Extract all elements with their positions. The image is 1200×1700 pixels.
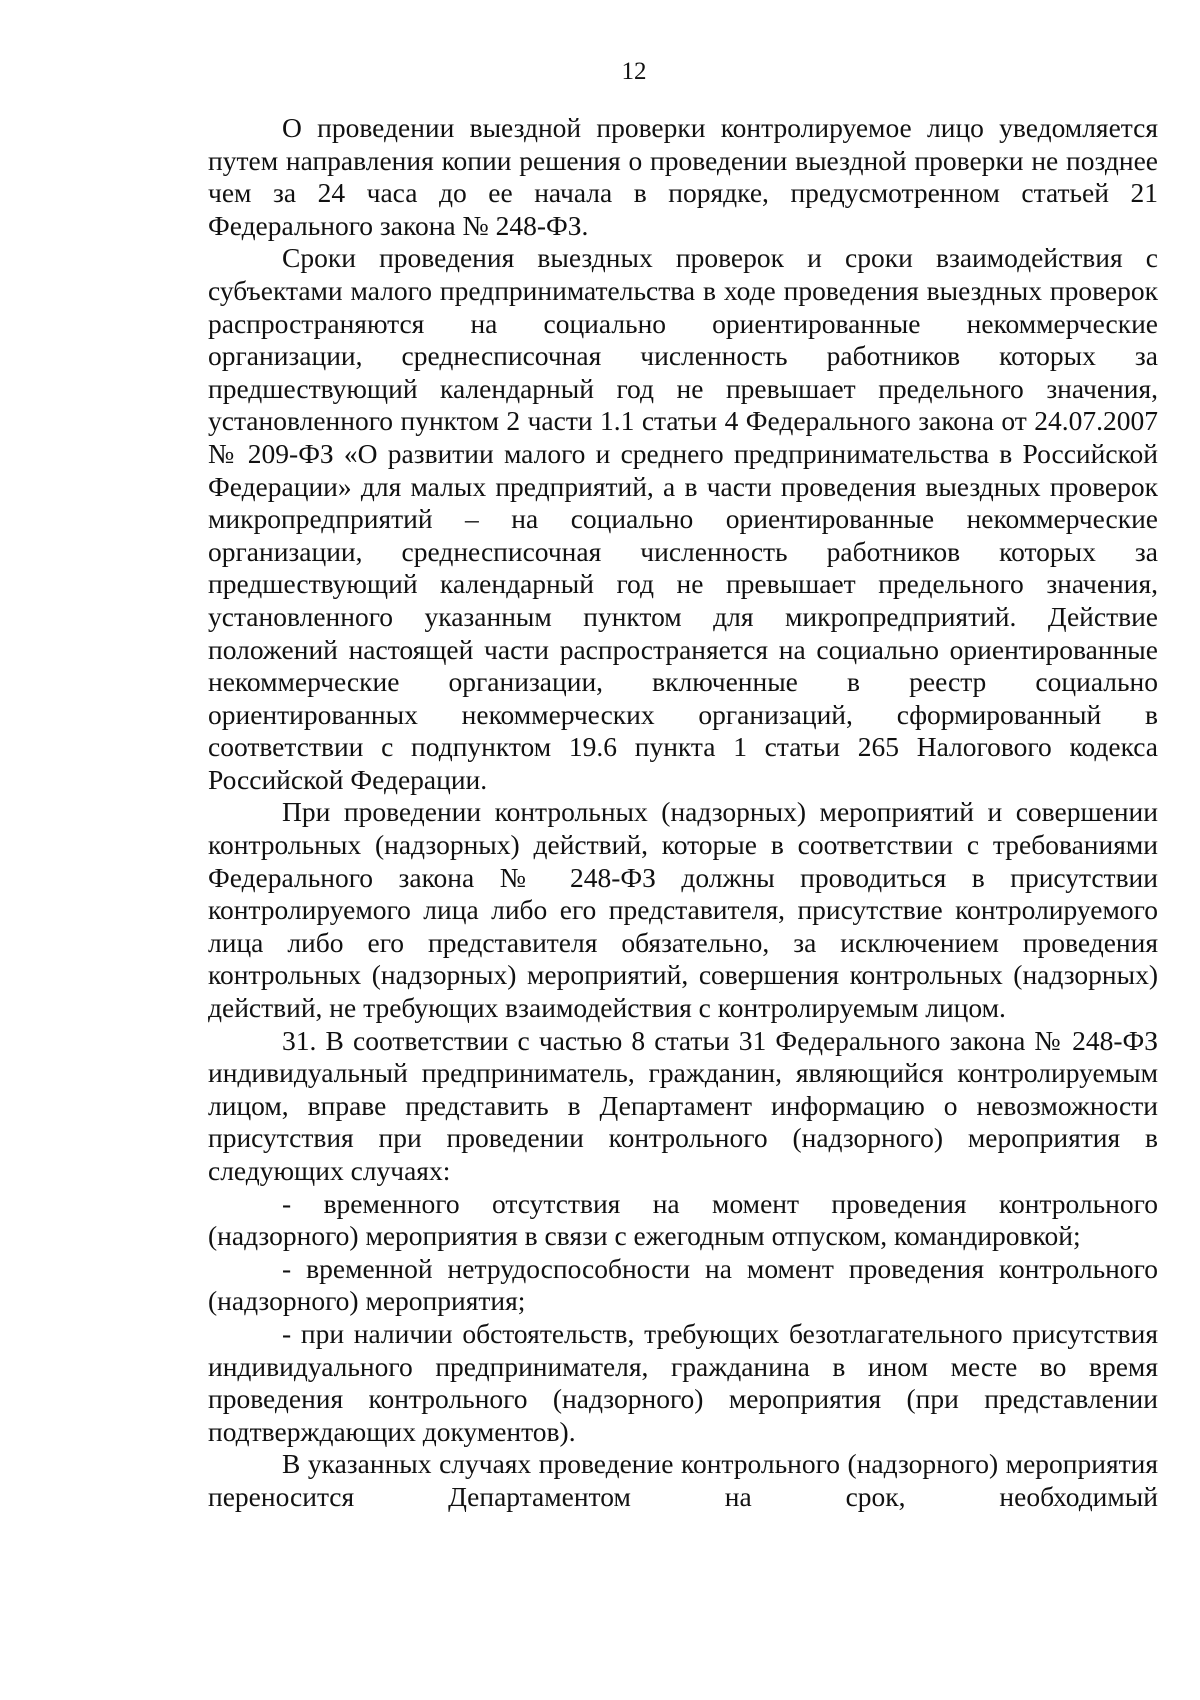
paragraph-clause-31: 31. В соответствии с частью 8 статьи 31 Федерального закона № 248-ФЗ индивидуальный предприниматель, гражданин, являющийся контролируемым лицом, вправе представить в Департамент информацию о невозможности присутствия при проведении контрольного (надзорного) мероприятия в следующих случаях: <box>208 1024 1158 1186</box>
list-item-temporary-absence: - временного отсутствия на момент проведения контрольного (надзорного) мероприятия в связи с ежегодным отпуском, командировкой; <box>208 1187 1158 1252</box>
page-number: 12 <box>621 58 647 85</box>
list-item-disability: - временной нетрудоспособности на момент проведения контрольного (надзорного) мероприятия; <box>208 1252 1158 1317</box>
document-body <box>208 112 1158 1514</box>
paragraph-presence-requirement: При проведении контрольных (надзорных) мероприятий и совершении контрольных (надзорных) действий, которые в соответствии с требованиями Федерального закона № 248-ФЗ должны проводиться в присутствии контролируемого лица либо его представителя, присутствие контролируемого лица либо его представителя обязательно, за исключением проведения контрольных (надзорных) мероприятий, совершения контрольных (надзорных) действий, не требующих взаимодействия с контролируемым лицом. <box>208 796 1158 1024</box>
paragraph-postponement: В указанных случаях проведение контрольного (надзорного) мероприятия переносится Департаментом на срок, необходимый <box>208 1448 1158 1512</box>
paragraph-inspection-terms: Сроки проведения выездных проверок и сроки взаимодействия с субъектами малого предпринимательства в ходе проведения выездных проверок распространяются на социально ориентированные некоммерческие организации, среднесписочная численность работников которых за предшествующий календарный год не превышает предельного значения, установленного пунктом 2 части 1.1 статьи 4 Федерального закона от 24.07.2007 № 209-ФЗ «О развитии малого и среднего предпринимательства в Российской Федерации» для малых предприятий, а в части проведения выездных проверок микропредприятий – на социально ориентированные некоммерческие организации, среднесписочная численность работников которых за предшествующий календарный год не превышает предельного значения, установленного указанным пунктом для микропредприятий. Действие положений настоящей части распространяется на социально ориентированные некоммерческие организации, включенные в реестр социально ориентированных некоммерческих организаций, сформированный в соответствии с подпунктом 19.6 пункта 1 статьи 265 Налогового кодекса Российской Федерации. <box>208 242 1158 795</box>
list-item-urgent-circumstances: - при наличии обстоятельств, требующих безотлагательного присутствия индивидуального предпринимателя, гражданина в ином месте во время проведения контрольного (надзорного) мероприятия (при представлении подтверждающих документов). <box>208 1317 1158 1447</box>
paragraph-notification: О проведении выездной проверки контролируемое лицо уведомляется путем направления копии решения о проведении выездной проверки не позднее чем за 24 часа до ее начала в порядке, предусмотренном статьей 21 Федерального закона № 248-ФЗ. <box>208 112 1158 241</box>
